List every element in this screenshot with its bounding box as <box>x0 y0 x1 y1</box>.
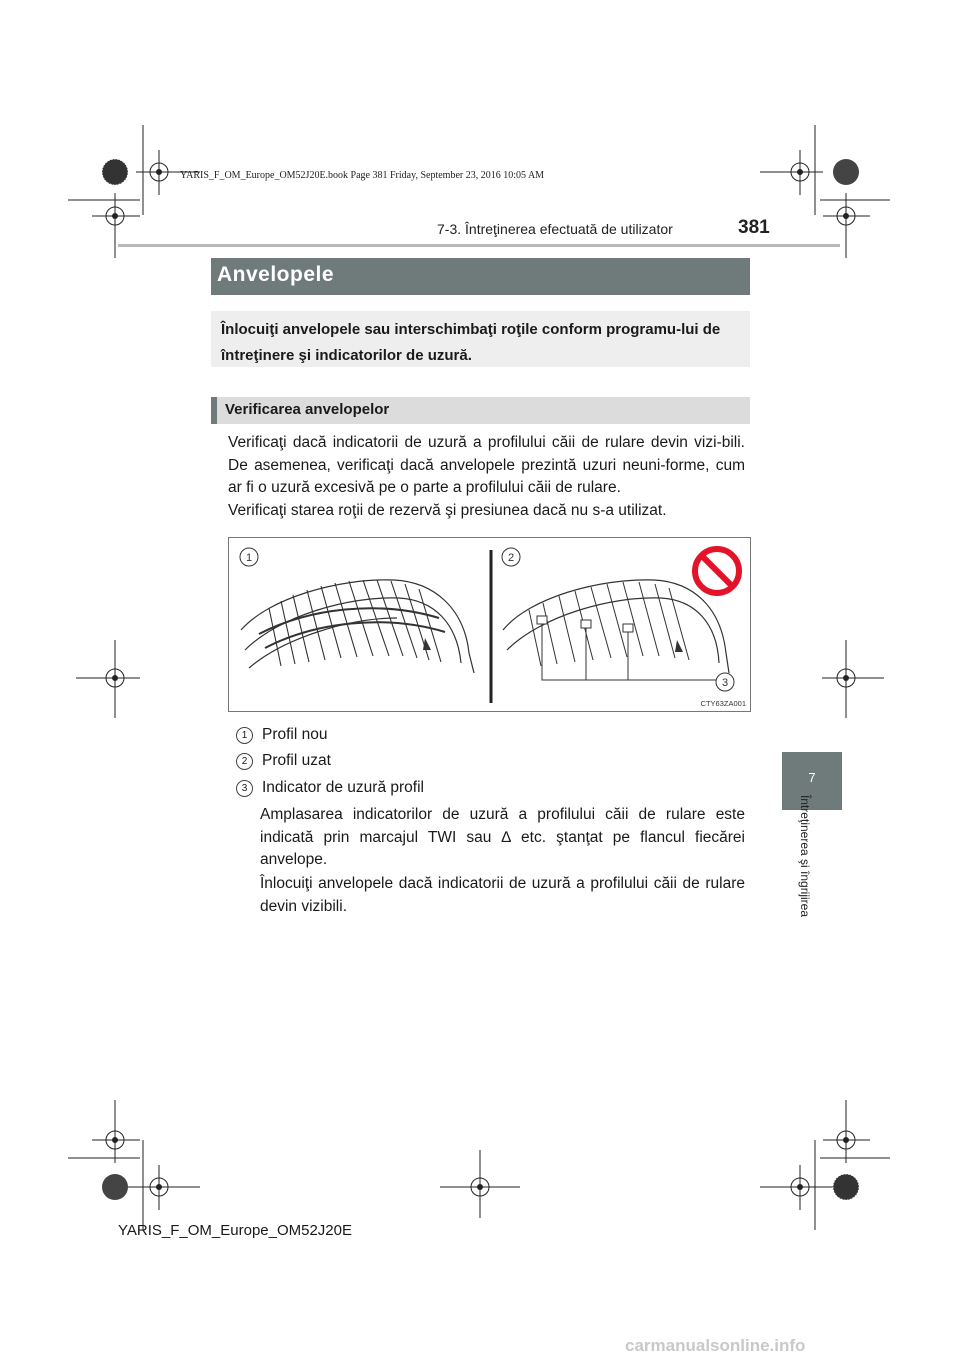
legend-text-1: Profil nou <box>262 726 328 743</box>
intro-box <box>211 311 750 367</box>
watermark: carmanualsonline.info <box>625 1336 806 1355</box>
subsection-marker <box>211 397 217 424</box>
legend-text-2: Profil uzat <box>262 752 331 769</box>
tire-figure <box>228 537 751 712</box>
legend-item-3 <box>236 779 424 797</box>
body-paragraph-1: Verificaţi dacă indicatorii de uzură a profilului căii de rulare devin vizi-bili. De asemenea, verificaţi dacă anvelopele prezintă uzuri neuni-forme, cum ar fi o uzură excesivă pe o parte a profilului căii de rulare. <box>228 434 745 496</box>
footer-doc-id: YARIS_F_OM_Europe_OM52J20E <box>118 1222 353 1239</box>
callout-3-label: 3 <box>721 677 729 689</box>
chapter-tab <box>782 752 842 810</box>
page-number: 381 <box>738 217 770 238</box>
tire-illustration <box>229 538 750 711</box>
legend-item-2 <box>236 752 331 770</box>
chapter-title-vertical <box>792 766 812 946</box>
legend-paragraph-1: Amplasarea indicatorilor de uzură a profilului căii de rulare este indicată prin marcajul TWI sau ∆ etc. ştanţat pe flancul fiecărei anvelope. <box>260 806 745 868</box>
prohibited-icon <box>695 549 739 593</box>
header-section-title: 7-3. Întreţinerea efectuată de utilizator <box>437 221 673 237</box>
callout-2 <box>502 548 520 566</box>
figure-code: CTY63ZA001 <box>700 699 746 708</box>
callout-3 <box>716 673 734 691</box>
new-tread-lines <box>259 580 445 666</box>
legend-item-1 <box>236 726 327 744</box>
print-info: YARIS_F_OM_Europe_OM52J20E.book Page 381 Friday, September 23, 2016 10:05 AM <box>180 170 545 181</box>
callout-1-label: 1 <box>245 552 253 564</box>
legend-num-1: 1 <box>236 727 253 744</box>
legend-num-3: 3 <box>236 780 253 797</box>
worn-tread-lines <box>529 582 689 666</box>
legend-num-2: 2 <box>236 753 253 770</box>
section-title-bar <box>211 258 750 295</box>
subsection-bar <box>211 397 750 424</box>
intro-text: Înlocuiţi anvelopele sau interschimbaţi roţile conform programu-lui de întreţinere şi indicatorilor de uzură. <box>221 321 721 364</box>
chapter-title: Întreţinerea şi îngrijirea <box>798 794 812 918</box>
header-rule <box>118 244 840 247</box>
chapter-number: 7 <box>808 770 816 785</box>
legend-paragraph-2: Înlocuiţi anvelopele dacă indicatorii de uzură a profilului căii de rulare devin vizibili. <box>260 875 745 915</box>
page-title: Anvelopele <box>217 263 335 286</box>
callout-2-label: 2 <box>507 552 515 564</box>
legend-text-3: Indicator de uzură profil <box>262 779 424 796</box>
callout-1 <box>240 548 258 566</box>
subsection-title: Verificarea anvelopelor <box>225 401 390 418</box>
body-paragraph-2: Verificaţi starea roţii de rezervă şi presiunea dacă nu s-a utilizat. <box>228 502 667 519</box>
